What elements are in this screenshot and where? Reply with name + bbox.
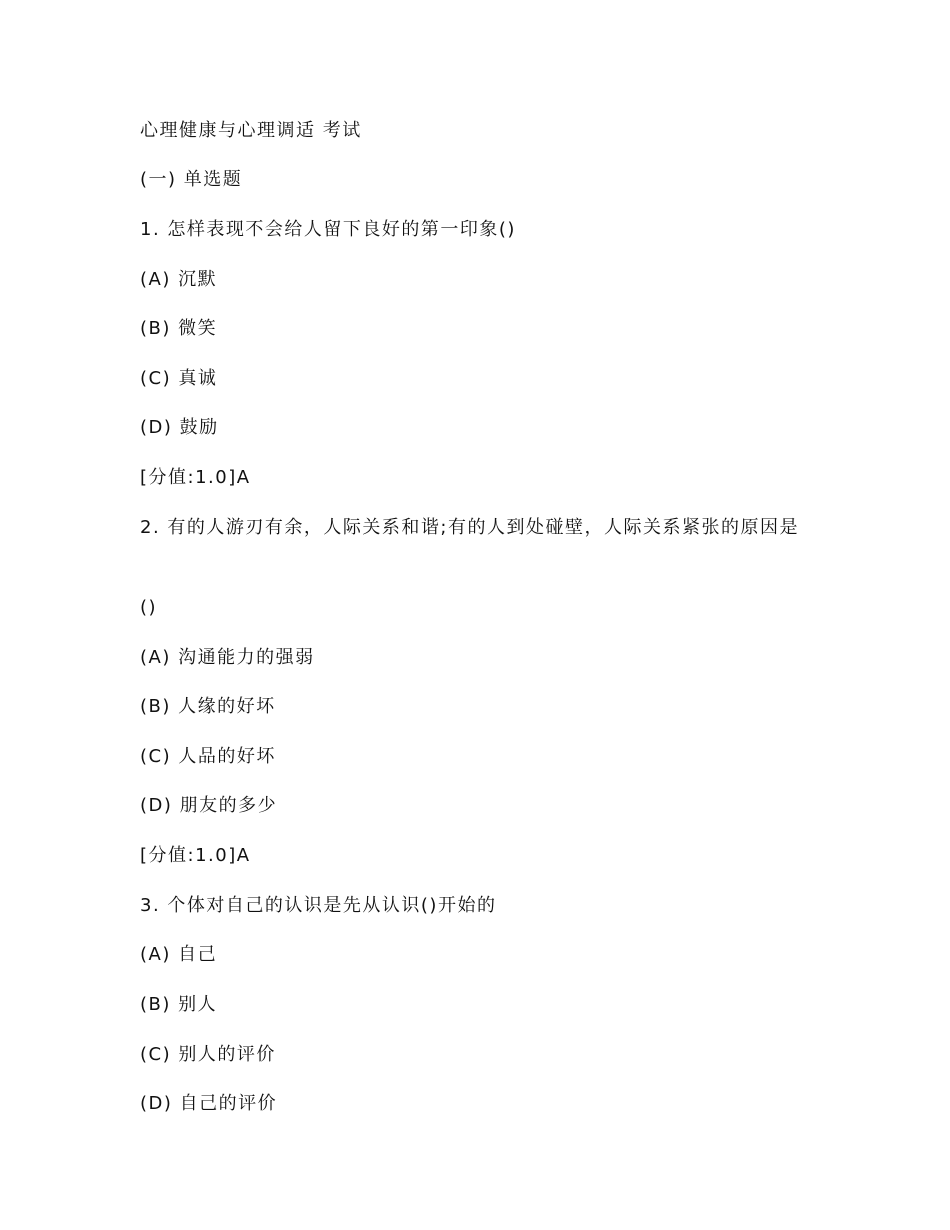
section-heading: (一) 单选题 <box>140 169 243 190</box>
question-2-option-c: (C) 人品的好坏 <box>140 746 276 767</box>
question-2-option-b: (B) 人缘的好坏 <box>140 696 276 717</box>
document-title: 心理健康与心理调适 考试 <box>140 120 362 141</box>
question-1-option-b: (B) 微笑 <box>140 318 218 339</box>
question-1-score: [分值:1.0]A <box>140 467 251 488</box>
question-2-option-d: (D) 朋友的多少 <box>140 795 278 816</box>
question-3-option-b: (B) 别人 <box>140 994 218 1015</box>
question-1-option-d: (D) 鼓励 <box>140 417 219 438</box>
question-2-option-a: (A) 沟通能力的强弱 <box>140 647 315 668</box>
question-3-option-c: (C) 别人的评价 <box>140 1044 276 1065</box>
question-1-stem: 1. 怎样表现不会给人留下良好的第一印象() <box>140 219 516 240</box>
question-2-stem: 2. 有的人游刃有余，人际关系和谐;有的人到处碰壁，人际关系紧张的原因是 <box>140 517 799 538</box>
question-2-score: [分值:1.0]A <box>140 845 251 866</box>
question-1-option-c: (C) 真诚 <box>140 368 218 389</box>
question-3-option-a: (A) 自己 <box>140 944 218 965</box>
question-3-stem: 3. 个体对自己的认识是先从认识()开始的 <box>140 895 497 916</box>
question-1-option-a: (A) 沉默 <box>140 269 218 290</box>
question-2-stem-continuation: () <box>140 597 158 618</box>
question-3-option-d: (D) 自己的评价 <box>140 1093 278 1114</box>
